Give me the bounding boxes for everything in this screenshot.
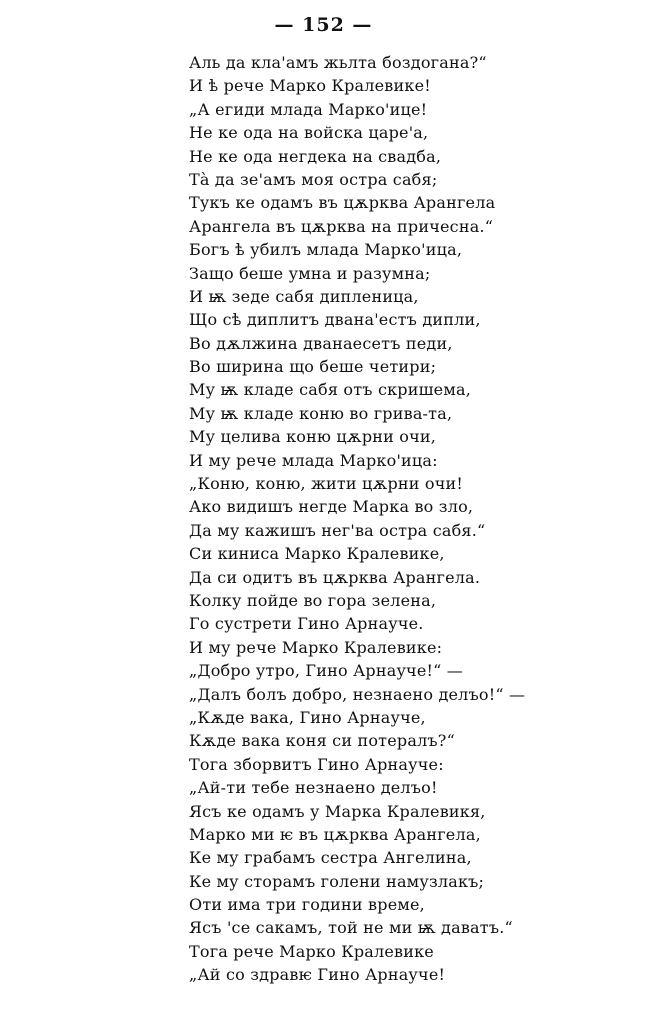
poem-line: Ако видишъ негде Марка во зло,	[189, 497, 474, 517]
poem-line: Арангела въ цѫрква на причесна.“	[189, 216, 494, 236]
poem-line: Тà да зе'амъ моя остра сабя;	[189, 169, 438, 189]
poem-line: Не ке ода негдека на свадба,	[189, 146, 442, 166]
poem-line: И ѣ рече Марко Кралевике!	[189, 76, 431, 96]
poem-line: Не ке ода на войска царе'а,	[189, 123, 429, 143]
poem-text	[189, 51, 629, 987]
poem-line: „Ай-ти тебе незнаено делъо!	[189, 778, 438, 798]
poem-line: Тукъ ке одамъ въ цѫрква Арангела	[189, 193, 496, 213]
poem-line: Ке му грабамъ сестра Ангелина,	[189, 848, 472, 868]
poem-line: Тога зборвитъ Гино Арнауче:	[189, 754, 444, 774]
poem-line: И му рече Марко Кралевике:	[189, 637, 443, 657]
poem-line: Богъ ѣ убилъ млада Марко'ица,	[189, 240, 463, 260]
poem-line: „Коню, коню, жити цѫрни очи!	[189, 474, 464, 494]
poem-line: Марко ми ѥ въ цѫрква Арангела,	[189, 824, 481, 844]
poem-line: Ясъ ке одамъ у Марка Кралевикя,	[189, 801, 486, 821]
poem-line: Аль да кла'амъ жьлта боздогана?“	[189, 53, 487, 72]
poem-line: Во дѫлжина дванаесетъ педи,	[189, 333, 453, 353]
poem-line: Ке му сторамъ голени намузлакъ;	[189, 871, 485, 891]
poem-line: Го сустрети Гино Арнауче.	[189, 614, 424, 634]
poem-line: Що сѣ диплитъ двана'естъ дипли,	[189, 310, 481, 330]
poem-line: Ясъ 'се сакамъ, той не ми ѭ даватъ.“	[189, 918, 513, 938]
poem-line: Му ѭ кладе коню во грива-та,	[189, 403, 453, 423]
poem-line: Тога рече Марко Кралевике	[189, 941, 434, 961]
poem-line: Во ширина що беше четири;	[189, 357, 437, 377]
poem-line: Си киниса Марко Кралевике,	[189, 544, 445, 564]
poem-line: „А егиди млада Марко'ице!	[189, 99, 428, 119]
poem-line: Оти има три години време,	[189, 895, 425, 915]
poem-line: „Кѫде вака, Гино Арнауче,	[189, 707, 426, 727]
poem-line: „Далъ болъ добро, незнаено делъо!“ —	[189, 684, 526, 704]
poem-line: Да му кажишъ нег'ва остра сабя.“	[189, 520, 486, 540]
poem-line: Колку пойде во гора зелена,	[189, 590, 437, 610]
page-number: — 152 —	[274, 14, 373, 36]
poem-line: Му целива коню цѫрни очи,	[189, 427, 437, 447]
poem-line: И му рече млада Марко'ица:	[189, 450, 438, 470]
poem-line: И ѭ зеде сабя дипленица,	[189, 286, 419, 306]
poem-line: Да си одитъ въ цѫрква Арангела.	[189, 567, 481, 587]
poem-line: Кѫде вака коня си потералъ?“	[189, 731, 455, 751]
poem-line: „Ай со здравѥ Гино Арнауче!	[189, 965, 446, 985]
poem-line: Му ѭ кладе сабя отъ скришема,	[189, 380, 472, 400]
poem-line: Защо беше умна и разумна;	[189, 263, 431, 283]
poem-line: „Добро утро, Гино Арнауче!“ —	[189, 661, 463, 681]
